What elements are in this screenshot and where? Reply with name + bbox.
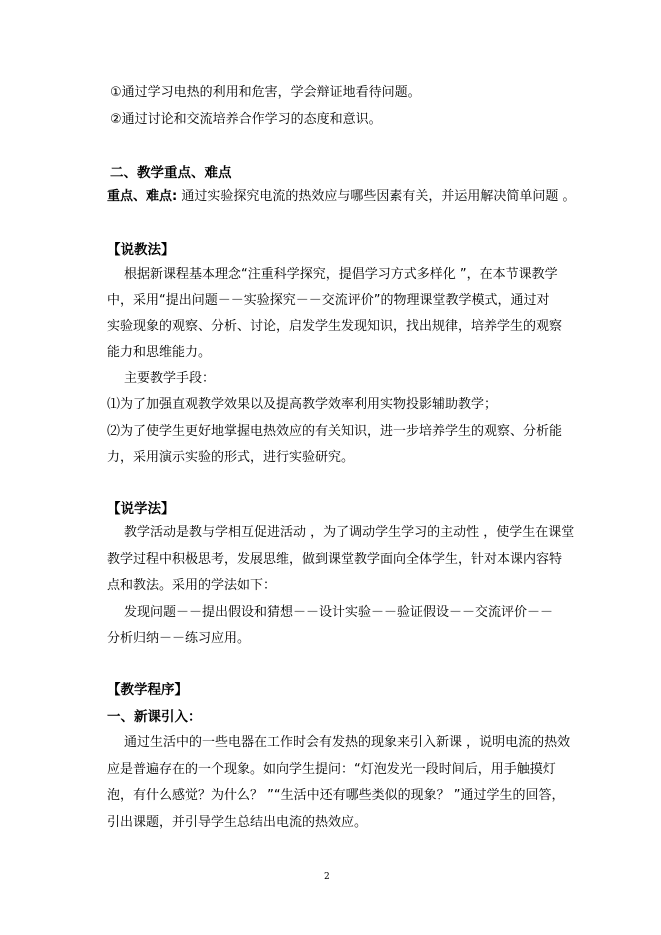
procedure-line: 通过生活中的一些电器在工作时会有发热的现象来引入新课 ，说明电流的热效 bbox=[124, 735, 571, 750]
teaching-method-line: 中，采用“提出问题－－实验探究－－交流评价”的物理课堂教学模式，通过对 bbox=[107, 293, 550, 308]
learning-method-line: 发现问题－－提出假设和猜想－－设计实验－－验证假设－－交流评价－－ bbox=[124, 605, 554, 620]
key-points-line bbox=[107, 188, 575, 206]
procedure-line: 应是普遍存在的一个现象。如向学生提问：“灯泡发光一段时间后，用手触摸灯 bbox=[107, 762, 556, 777]
teaching-method-line: 主要教学手段： bbox=[124, 371, 216, 386]
procedure-line: 泡，有什么感觉？为什么？ ”“生活中还有哪些类似的现象？ ”通过学生的回答， bbox=[107, 788, 565, 803]
teaching-method-line: ⑴为了加强直观教学效果以及提高教学效率利用实物投影辅助教学； bbox=[107, 397, 498, 412]
teaching-method-line: 能力和思维能力。 bbox=[107, 345, 212, 360]
learning-method-line: 教学活动是教与学相互促进活动 ，为了调动学生学习的主动性 ，使学生在课堂 bbox=[124, 525, 575, 540]
teaching-method-line: 力，采用演示实验的形式，进行实验研究。 bbox=[107, 450, 355, 465]
procedure-subheading: 一、新课引入： bbox=[107, 709, 202, 725]
procedure-heading: 【教学程序】 bbox=[107, 682, 188, 698]
teaching-method-line: 根据新课程基本理念“注重科学探究，提倡学习方式多样化 ”，在本节课教学 bbox=[124, 267, 558, 282]
teaching-method-line: 实验现象的观察、分析、讨论，启发学生发现知识，找出规律，培养学生的观察 bbox=[107, 319, 563, 334]
teaching-method-line: ⑵为了使学生更好地掌握电热效应的有关知识，进一步培养学生的观察、分析能 bbox=[107, 424, 563, 439]
learning-method-line: 点和教法。采用的学法如下： bbox=[107, 578, 277, 593]
goal-item-1: ①通过学习电热的利用和危害，学会辩证地看待问题。 bbox=[110, 85, 421, 100]
key-points-heading: 二、教学重点、难点 bbox=[110, 165, 232, 181]
key-points-label: 重点、难点: bbox=[107, 189, 178, 204]
key-points-text: 通过实验探究电流的热效应与哪些因素有关，并运用解决简单问题 。 bbox=[177, 189, 576, 204]
learning-method-heading: 【说学法】 bbox=[107, 501, 175, 517]
procedure-line: 引出课题，并引导学生总结出电流的热效应。 bbox=[107, 815, 368, 830]
page-number: 2 bbox=[324, 872, 330, 882]
learning-method-line: 教学过程中积极思考，发展思维，做到课堂教学面向全体学生，针对本课内容特 bbox=[107, 552, 563, 567]
teaching-method-heading: 【说教法】 bbox=[107, 242, 175, 258]
goal-item-2: ②通过讨论和交流培养合作学习的态度和意识。 bbox=[110, 112, 382, 127]
learning-method-line: 分析归纳－－练习应用。 bbox=[107, 631, 251, 646]
